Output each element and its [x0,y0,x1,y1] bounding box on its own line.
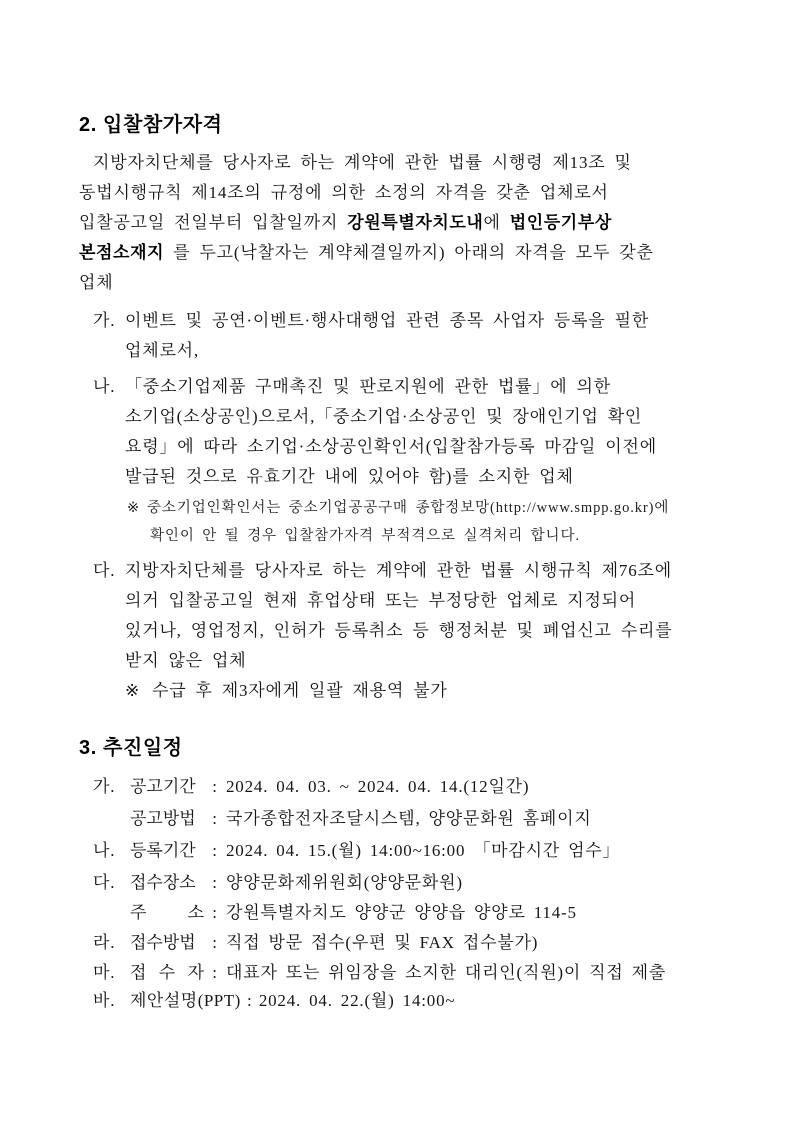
note-line: 수급 후 제3자에게 일괄 재용역 불가 [152,681,448,700]
row-separator: : [212,903,218,922]
intro-text: 를 두고(낙찰자는 계약체결일까지) 아래의 자격을 모두 갖춘 [164,243,654,262]
row-separator: : [212,873,218,892]
row-separator: : [212,963,218,982]
row-value: 국가종합전자조달시스템, 양양문화원 홈페이지 [226,809,592,828]
row-label: 공고방법 [130,809,196,828]
row-label: 공고기간 [130,777,196,796]
row-separator: : [212,841,218,860]
note-text [152,676,448,706]
row-value: 직접 방문 접수(우편 및 FAX 접수불가) [226,933,539,952]
intro-text: 에 [483,213,510,232]
schedule-row-address [93,898,577,928]
schedule-row-announcement-period [93,772,529,802]
item-text [125,306,649,366]
item-line: 발급된 것으로 유효기간 내에 있어야 함)를 소지한 업체 [125,467,574,486]
row-separator: : [212,933,218,952]
item-line: 업체로서, [125,341,199,360]
schedule-row-submission-method [93,928,538,958]
row-separator: : [212,809,218,828]
intro-line [79,238,654,268]
row-value: 대표자 또는 위임장을 소지한 대리인(직원)이 직접 제출 [226,963,667,982]
item-line: 이벤트 및 공연·이벤트·행사대행업 관련 종목 사업자 등록을 필한 [125,311,650,330]
schedule-row-submission-place [93,868,463,898]
intro-line [79,208,654,238]
intro-line: 지방자치단체를 당사자로 하는 계약에 관한 법률 시행령 제13조 및 [93,153,632,172]
row-label: 주 소 [130,903,204,922]
row-marker: 바. [93,991,116,1010]
intro-bold-text: 강원특별자치도내 [347,213,484,232]
row-marker: 마. [93,963,116,982]
reference-mark-icon: ※ [127,500,141,516]
section-3-heading: 3. 추진일정 [79,737,183,759]
item-marker: 다. [93,561,116,580]
intro-bold-text: 법인등기부상 [509,213,612,232]
schedule-row-submitter [93,958,666,988]
note-line: 확인이 안 될 경우 입찰참가자격 부적격으로 실격처리 합니다. [150,528,580,544]
row-separator: : [247,991,253,1010]
reference-mark-icon: ※ [125,681,141,700]
item-line: 소기업(소상공인)으로서,「중소기업·소상공인 및 장애인기업 확인 [125,407,643,426]
item-line: 지방자치단체를 당사자로 하는 계약에 관한 법률 시행규칙 제76조에 [125,561,672,580]
intro-text: 입찰공고일 전일부터 입찰일까지 [79,213,348,232]
row-label: 접수방법 [130,933,196,952]
schedule-row-registration-period [93,836,620,866]
intro-line: 업체 [79,273,114,292]
section-2-intro [79,148,654,298]
item-line: 받지 않은 업체 [125,651,247,670]
row-marker: 가. [93,777,116,796]
row-value: 2024. 04. 03. ~ 2024. 04. 14.(12일간) [226,777,530,796]
item-line: 「중소기업제품 구매촉진 및 판로지원에 관한 법률」에 의한 [125,377,612,396]
intro-bold-text: 본점소재지 [79,243,165,262]
item-line: 의거 입찰공고일 현재 휴업상태 또는 부정당한 업체로 지정되어 [125,591,637,610]
item-line: 있거나, 영업정지, 인허가 등록취소 등 행정처분 및 폐업신고 수리를 [125,621,673,640]
row-value: 2024. 04. 22.(월) 14:00~ [258,991,456,1010]
schedule-row-announcement-method [93,804,592,834]
row-marker: 다. [93,873,116,892]
intro-line: 동법시행규칙 제14조의 규정에 의한 소정의 자격을 갖춘 업체로서 [79,183,609,202]
row-value: 강원특별자치도 양양군 양양읍 양양로 114-5 [226,903,577,922]
row-label: 접수장소 [130,873,196,892]
row-marker: 나. [93,841,116,860]
note-line: 중소기업인확인서는 중소기업공공구매 종합정보망(http://www.smpp.go.kr)에 [147,500,670,516]
item-text [125,556,673,676]
item-marker: 가. [93,311,116,330]
row-label: 등록기간 [130,841,196,860]
row-separator: : [212,777,218,796]
item-line: 요령」에 따라 소기업·소상공인확인서(입찰참가등록 마감일 이전에 [125,437,657,456]
item-text [125,372,657,492]
row-value: 양양문화제위원회(양양문화원) [226,873,463,892]
schedule-row-proposal-presentation [93,986,455,1016]
row-value: 2024. 04. 15.(월) 14:00~16:00 「마감시간 엄수」 [226,841,621,860]
row-label: 제안설명(PPT) [130,991,241,1010]
row-label: 접 수 자 [130,963,204,982]
section-2-heading: 2. 입찰참가자격 [79,114,223,136]
item-marker: 나. [93,377,116,396]
note-text [147,494,669,550]
row-marker: 라. [93,933,116,952]
